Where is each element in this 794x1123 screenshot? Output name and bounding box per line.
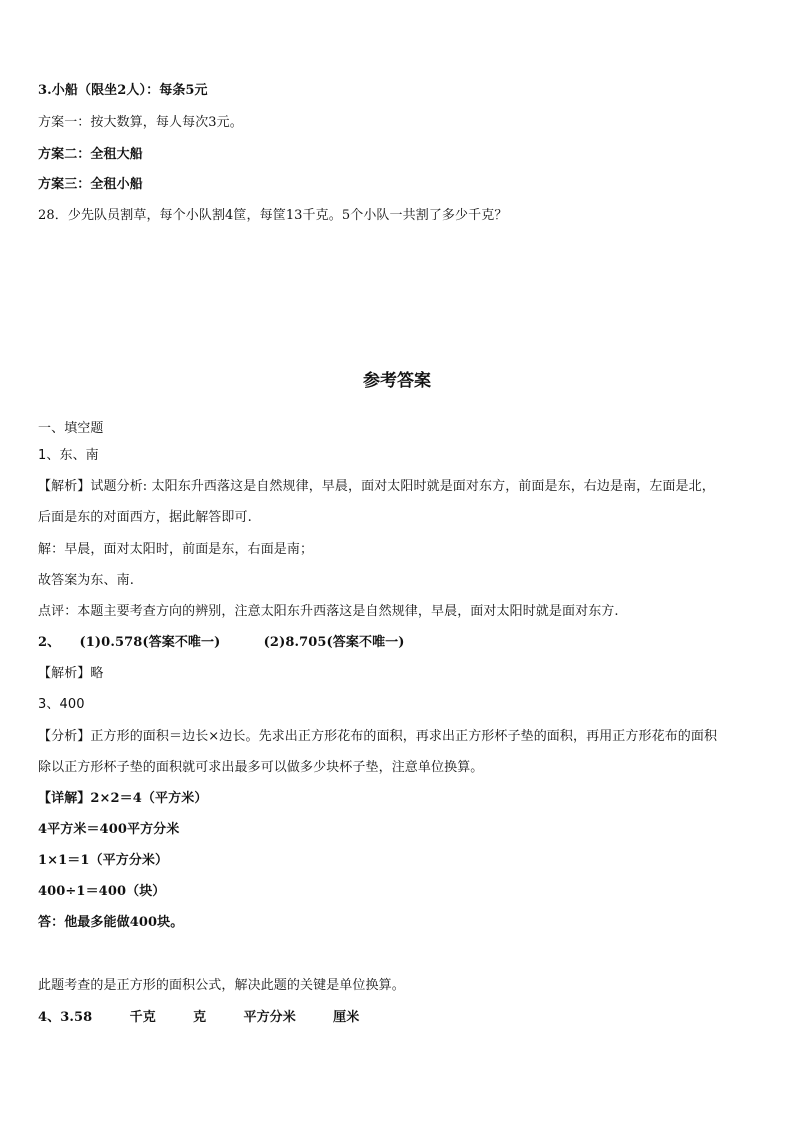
answer-4 bbox=[38, 1009, 758, 1027]
answer-4-unit-1: 千克 bbox=[129, 1010, 156, 1025]
small-boat-line: 3.小船（限坐2人）：每条5元 bbox=[38, 83, 208, 98]
answer-3-final: 答：他最多能做400块。 bbox=[38, 915, 184, 930]
answer-3-step-4: 400÷1＝400（块） bbox=[38, 884, 166, 899]
answer-1-conclusion: 故答案为东、南. bbox=[38, 573, 134, 588]
answer-3: 3、400 bbox=[38, 697, 85, 712]
answer-3-analysis-line-2: 除以正方形杯子垫的面积就可求出最多可以做多少块杯子垫，注意单位换算。 bbox=[38, 760, 484, 775]
answer-1-solution: 解：早晨，面对太阳时，前面是东，右面是南； bbox=[38, 542, 314, 557]
plan-two-line: 方案二：全租大船 bbox=[38, 147, 143, 162]
answer-4-number: 4、3.58 bbox=[38, 1010, 93, 1025]
answer-3-step-3: 1×1＝1（平方分米） bbox=[38, 853, 169, 868]
answer-1-comment: 点评：本题主要考查方向的辨别，注意太阳东升西落这是自然规律，早晨，面对太阳时就是面对东方. bbox=[38, 604, 619, 619]
answer-2-analysis: 【解析】略 bbox=[38, 666, 104, 681]
answer-3-step-2: 4平方米＝400平方分米 bbox=[38, 822, 180, 837]
answer-2 bbox=[38, 634, 758, 652]
answer-4-unit-2: 克 bbox=[193, 1010, 207, 1025]
plan-one-line: 方案一：按大数算，每人每次3元。 bbox=[38, 115, 243, 130]
answer-1: 1、东、南 bbox=[38, 448, 99, 463]
answer-4-unit-3: 平方分米 bbox=[243, 1010, 296, 1025]
answer-2-number: 2、 bbox=[38, 635, 61, 650]
answer-3-detail: 【详解】2×2＝4（平方米） bbox=[38, 791, 208, 806]
answer-2-part-2: (2)8.705(答案不唯一) bbox=[263, 635, 405, 650]
answer-1-analysis-line-1: 【解析】试题分析: 太阳东升西落这是自然规律，早晨，面对太阳时就是面对东方，前面是东，右边是南，左面是北， bbox=[38, 479, 715, 494]
answer-4-unit-4: 厘米 bbox=[333, 1010, 360, 1025]
answer-1-analysis-line-2: 后面是东的对面西方，据此解答即可. bbox=[38, 510, 252, 525]
plan-three-line: 方案三：全租小船 bbox=[38, 177, 143, 192]
answers-title: 参考答案 bbox=[363, 371, 431, 391]
answer-2-part-1: (1)0.578(答案不唯一) bbox=[79, 635, 221, 650]
answer-3-analysis-line-1: 【分析】正方形的面积＝边长×边长。先求出正方形花布的面积，再求出正方形杯子垫的面积，再用正方形花布的面积 bbox=[38, 729, 718, 744]
section-heading: 一、填空题 bbox=[38, 421, 104, 436]
question-28: 28．少先队员割草，每个小队割4筐，每筐13千克。5个小队一共割了多少千克？ bbox=[38, 208, 508, 223]
answer-3-summary: 此题考查的是正方形的面积公式，解决此题的关键是单位换算。 bbox=[38, 978, 405, 993]
